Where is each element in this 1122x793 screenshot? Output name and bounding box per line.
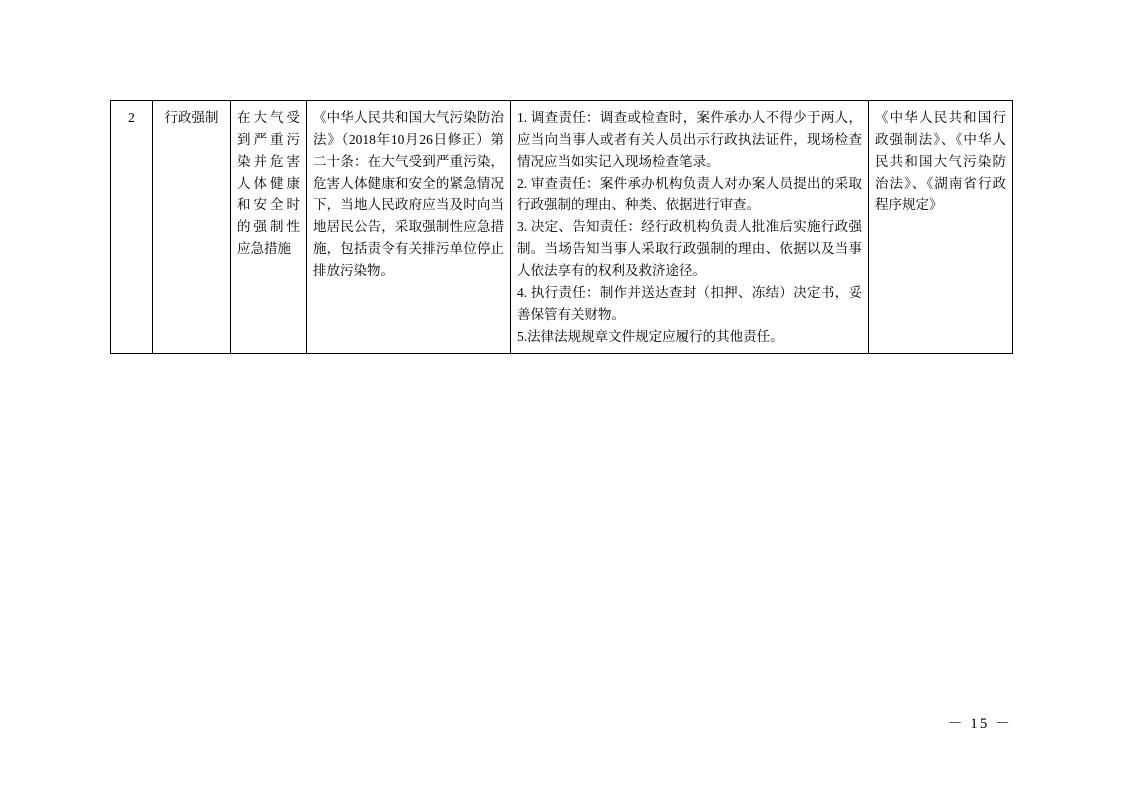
cell-references: 《中华人民共和国行政强制法》、《中华人民共和国大气污染防治法》、《湖南省行政程序规定》: [869, 101, 1013, 354]
cell-legal-basis: 《中华人民共和国大气污染防治法》（2018年10月26日修正）第二十条：在大气受到严重污染，危害人体健康和安全的紧急情况下，当地人民政府应当及时向当地居民公告，采取强制性应急措施，包括责令有关排污单位停止排放污染物。: [307, 101, 511, 354]
cell-item-name: 在大气受到严重污染并危害人体健康和安全时的强制性应急措施: [231, 101, 307, 354]
cell-power-category: 行政强制: [153, 101, 231, 354]
cell-duty-list: [511, 101, 869, 354]
duty-item-2: 2. 审查责任：案件承办机构负责人对办案人员提出的采取行政强制的理由、种类、依据进行审查。: [517, 175, 862, 213]
duty-item-3: 3. 决定、告知责任：经行政机构负责人批准后实施行政强制。当场告知当事人采取行政强制的理由、依据以及当事人依法享有的权利及救济途径。: [517, 219, 862, 279]
table-row: [111, 101, 1013, 354]
responsibility-table: [110, 100, 1013, 354]
duty-item-5: 5.法律法规规章文件规定应履行的其他责任。: [517, 328, 784, 344]
duty-item-1: 1. 调查责任：调查或检查时，案件承办人不得少于两人，应当向当事人或者有关人员出示行政执法证件，现场检查情况应当如实记入现场检查笔录。: [517, 110, 862, 169]
page-number: － 15 －: [947, 716, 1012, 732]
cell-sequence-number: 2: [111, 101, 153, 354]
duty-item-4: 4. 执行责任：制作并送达查封（扣押、冻结）决定书，妥善保管有关财物。: [517, 284, 862, 322]
